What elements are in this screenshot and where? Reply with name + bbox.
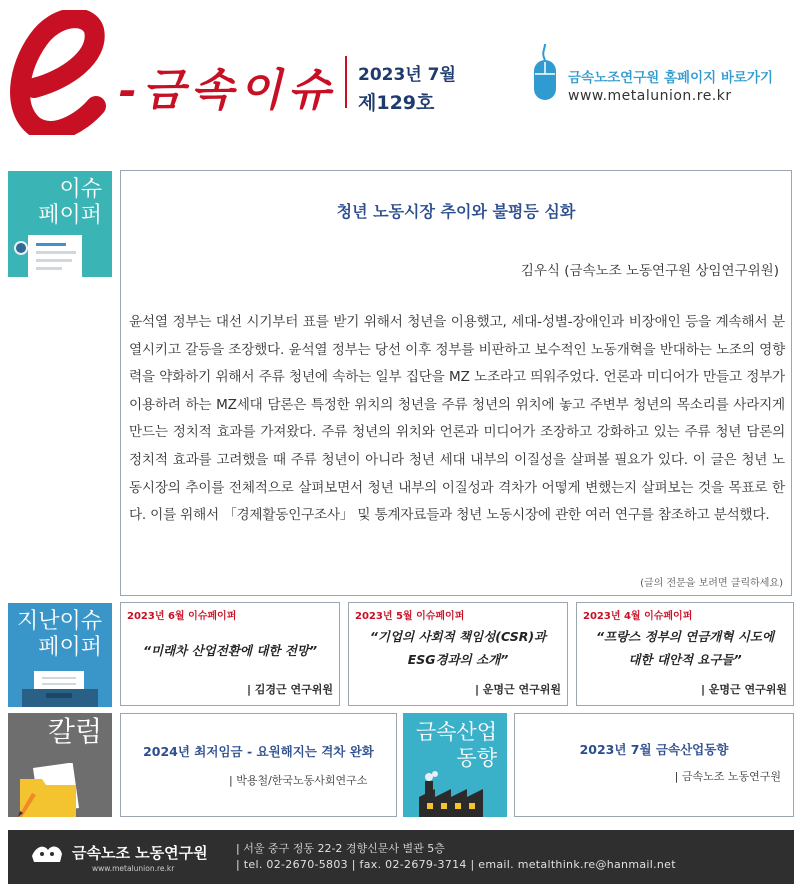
past-issue-paper-tile (8, 603, 112, 707)
past-issue-tag: 2023년 5월 이슈페이퍼 (355, 611, 465, 622)
brand-e-logo-icon (4, 10, 112, 135)
metal-industry-label-line2: 동향 (456, 746, 497, 770)
past-issue-paper-label (17, 609, 102, 661)
article-author: 김우식 (금속노조 노동연구원 상임연구위원) (520, 263, 779, 279)
issue-paper-label-line2: 페이퍼 (38, 203, 102, 228)
past-issue-author: | 김경근 연구위원 (246, 683, 333, 696)
metal-industry-label-line1: 금속산업 (415, 720, 497, 744)
footer-address: | 서울 중구 정동 22-2 경향신문사 별관 5층 (236, 842, 445, 855)
past-issue-title-line: 대한 대안적 요구들” (628, 652, 742, 667)
column-title[interactable]: 2024년 최저임금 - 요원해지는 격차 완화 (143, 744, 374, 759)
header (0, 0, 800, 150)
past-issue-author: | 운명근 연구위원 (474, 683, 561, 696)
column-label: 칼럼 (47, 715, 102, 748)
metal-industry-author: | 금속노조 노동연구원 (674, 770, 781, 783)
metal-industry-title[interactable]: 2023년 7월 금속산업동향 (579, 742, 729, 757)
folder-pencil-icon (14, 763, 104, 817)
past-issue-title[interactable]: “미래차 산업전환에 대한 전망” (142, 643, 318, 658)
column-card[interactable] (120, 713, 397, 817)
header-divider (345, 56, 347, 108)
column-author: | 박용철/한국노동사회연구소 (229, 774, 368, 787)
past-issue-card-may[interactable] (348, 602, 568, 706)
past-issue-title-line: “기업의 사회적 책임성(CSR)과 (369, 629, 547, 644)
issue-paper-tile (8, 171, 112, 277)
issue-date: 2023년 7월 (358, 65, 456, 85)
union-logo-icon (30, 842, 64, 864)
footer-org-name: 금속노조 노동연구원 (72, 844, 208, 862)
past-issue-card-june[interactable] (120, 602, 340, 706)
past-issue-card-april[interactable] (576, 602, 794, 706)
past-issue-title-line: “프랑스 정부의 연금개혁 시도에 (595, 629, 775, 644)
mouse-icon[interactable] (532, 42, 558, 104)
homepage-link[interactable]: 금속노조연구원 홈페이지 바로가기 (568, 70, 774, 86)
metal-industry-card[interactable] (514, 713, 794, 817)
past-issue-tag: 2023년 6월 이슈페이퍼 (127, 611, 237, 622)
read-more-hint[interactable]: (글의 전문을 보려면 클릭하세요) (640, 578, 783, 589)
footer-org-url[interactable]: www.metalunion.re.kr (92, 864, 175, 873)
homepage-url[interactable]: www.metalunion.re.kr (568, 88, 732, 104)
metal-industry-label (416, 719, 497, 771)
past-issue-title[interactable] (349, 625, 567, 671)
metal-industry-tile (403, 713, 507, 817)
issue-paper-article[interactable] (120, 170, 792, 596)
past-issue-title[interactable] (577, 625, 793, 671)
issue-paper-label (38, 177, 102, 229)
brand-name: -금속이슈 (118, 65, 337, 116)
past-issue-author: | 운명근 연구위원 (700, 683, 787, 696)
document-chart-icon (14, 231, 84, 277)
footer-contact: | tel. 02-2670-5803 | fax. 02-2679-3714 | email. metalthink.re@hanmail.net (236, 858, 676, 871)
article-body: 윤석열 정부는 대선 시기부터 표를 받기 위해서 청년을 이용했고, 세대-성별-장애인과 비장애인 등을 계속해서 분열시키고 갈등을 조장했다. 윤석열 정부는 당선 이후 정부를 비판하고 보수적인 노동개혁을 반대하는 노조의 영향력을 약화하기 위해서 주류 청년에 속하는 일부 집단을 MZ 노조라고 띄워주었다. 언론과 미디어가 만들고 정부가 이용하려 하는 MZ세대 담론은 특정한 위치의 청년을 주류 청년의 위치에 놓고 주변부 청년의 목소리를 사라지게 만드는 정치적 효과를 가져왔다. 주류 청년의 위치와 언론과 미디어가 조장하고 강화하고 있는 주류 청년 담론의 정치적 효과를 고려했을 때 주류 청년이 아니라 청년 세대 내부의 이질성을 살펴볼 필요가 있다. 이 글은 청년 노동시장의 추이를 전체적으로 살펴보면서 청년 내부의 이질성과 격차가 어떻게 변했는지 살펴보는 것을 목표로 한다. 이를 위해서 「경제활동인구조사」 및 통계자료들과 청년 노동시장에 관한 여러 연구를 참조하고 분석했다. (129, 314, 785, 524)
past-issue-tag: 2023년 4월 이슈페이퍼 (583, 611, 693, 622)
footer (8, 830, 794, 884)
past-issue-label-line1: 지난이슈 (16, 609, 102, 634)
article-title[interactable]: 청년 노동시장 추이와 불평등 심화 (336, 202, 576, 221)
issue-paper-label-line1: 이슈 (59, 177, 102, 202)
file-tray-icon (16, 667, 104, 707)
column-tile (8, 713, 112, 817)
issue-number: 제129호 (358, 92, 435, 114)
past-issue-label-line2: 페이퍼 (38, 635, 102, 660)
past-issue-title-line: ESG경과의 소개” (407, 652, 509, 667)
factory-icon (419, 771, 489, 817)
